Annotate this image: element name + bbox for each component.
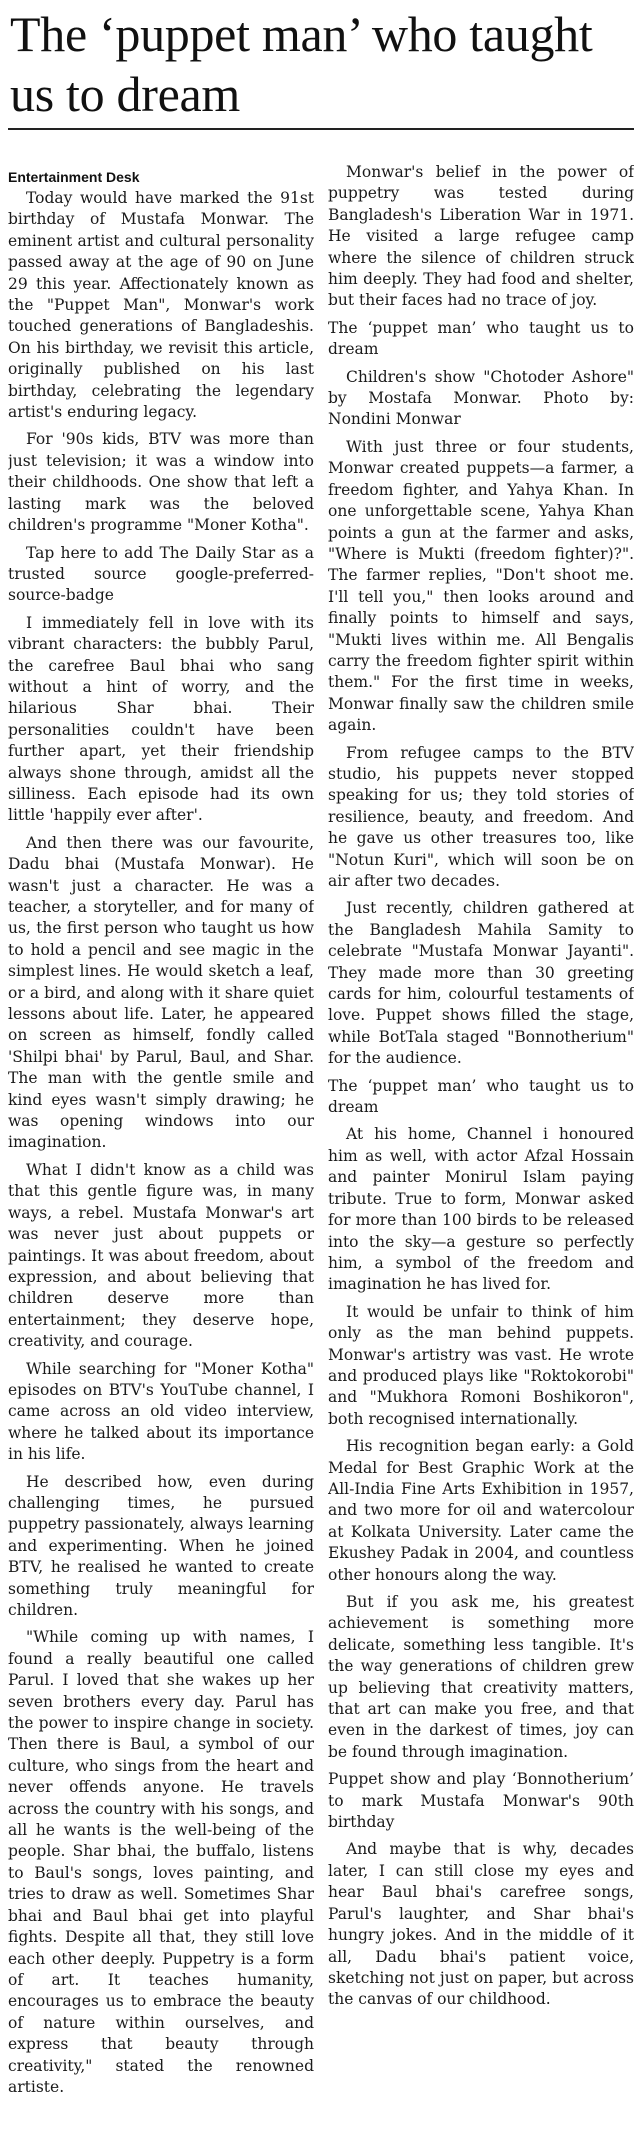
paragraph: From refugee camps to the BTV studio, his puppets never stopped speaking for us; they told stories of resilience, beauty, and freedom. And he gave us other treasures too, like "Notun Kuri", which will soon be on air after two decades. (328, 743, 634, 890)
article-column-left (8, 168, 314, 2135)
paragraph: Just recently, children gathered at the Bangladesh Mahila Samity to celebrate "Mustafa Monwar Jayanti". They made more than 30 greeting cards for him, colourful testaments of love. Puppet shows filled the stage, while BotTala staged "Bonnotherium" for the audience. (328, 899, 634, 1068)
article-column-right (328, 162, 634, 2132)
article-headline: The ‘puppet man’ who taught us to dream (10, 6, 593, 122)
paragraph: Monwar's belief in the power of puppetry was tested during Bangladesh's Liberation War in 1971. He visited a large refugee camp where the silence of children struck him deeply. They had food and shelter, but their faces had no trace of joy. (328, 163, 634, 310)
image-caption: Children's show "Chotoder Ashore" by Mostafa Monwar. Photo by: Nondini Monwar (328, 367, 634, 429)
paragraph: I immediately fell in love with its vibrant characters: the bubbly Parul, the carefree Baul bhai who sang without a hint of worry, and the hilarious Shar bhai. Their personalities couldn't have been further apart, yet their friendship always shone through, amidst all the silliness. Each episode had its own little 'happily ever after'. (8, 613, 314, 825)
paragraph: At his home, Channel i honoured him as well, with actor Afzal Hossain and painter Monirul Islam paying tribute. True to form, Monwar asked for more than 100 birds to be released into the sky—a gesture so perfectly him, a symbol of the freedom and imagination he has lived for. (328, 1125, 634, 1294)
image-caption-title: The ‘puppet man’ who taught us to dream (328, 318, 634, 359)
paragraph: And then there was our favourite, Dadu bhai (Mustafa Monwar). He wasn't just a character. He was a teacher, a storyteller, and for many of us, the first person who taught us how to hold a pencil and see magic in the simplest lines. He would sketch a leaf, or a bird, and along with it share quiet lessons about life. Later, he appeared on screen as himself, fondly called 'Shilpi bhai' by Parul, Baul, and Shar. The man with the gentle smile and kind eyes wasn't simply drawing; he was opening windows into our imagination. (8, 833, 314, 1152)
paragraph: What I didn't know as a child was that this gentle figure was, in many ways, a rebel. Mustafa Monwar's art was never just about puppets or paintings. It was about freedom, about expression, and about believing that children deserve more than entertainment; they deserve hope, creativity, and courage. (8, 1160, 314, 1351)
image-caption: Puppet show and play ‘Bonnotherium’ to mark Mustafa Monwar's 90th birthday (328, 1770, 634, 1832)
paragraph: With just three or four students, Monwar created puppets—a farmer, a freedom fighter, and Yahya Khan. In one unforgettable scene, Yahya Khan points a gun at the farmer and asks, "Where is Mukti (freedom fighter)?". The farmer replies, "Don't shoot me. I'll tell you," then looks around and finally points to himself and says, "Mukti lives within me. All Bengalis carry the freedom fighter spirit within them." For the first time in weeks, Monwar finally saw the children smile again. (328, 437, 634, 735)
paragraph: But if you ask me, his greatest achievement is something more delicate, something less tangible. It's the way generations of children grew up believing that creativity matters, that art can make you free, and that even in the darkest of times, joy can be found through imagination. (328, 1593, 634, 1761)
paragraph: While searching for "Moner Kotha" episodes on BTV's YouTube channel, I came across an old video interview, where he talked about its importance in his life. (8, 1359, 314, 1464)
paragraph: His recognition began early: a Gold Medal for Best Graphic Work at the All-India Fine Arts Exhibition in 1957, and two more for oil and watercolour at Kolkata University. Later came the Ekushey Padak in 2004, and countless other honours along the way. (328, 1437, 634, 1584)
paragraph: Today would have marked the 91st birthday of Mustafa Monwar. The eminent artist and cultural personality passed away at the age of 90 on June 29 this year. Affectionately known as the "Puppet Man", Monwar's work touched generations of Bangladeshis. On his birthday, we revisit this article, originally published on his last birthday, celebrating the legendary artist's enduring legacy. (8, 189, 314, 422)
byline: Entertainment Desk (8, 169, 140, 185)
paragraph: For '90s kids, BTV was more than just television; it was a window into their childhoods. One show that left a lasting mark was the beloved children's programme "Moner Kotha". (8, 430, 314, 535)
headline-rule (8, 128, 634, 130)
image-caption-title: The ‘puppet man’ who taught us to dream (328, 1076, 634, 1117)
paragraph: He described how, even during challenging times, he pursued puppetry passionately, always learning and experimenting. When he joined BTV, he realised he wanted to create something truly meaningful for children. (8, 1472, 314, 1619)
paragraph: And maybe that is why, decades later, I can still close my eyes and hear Baul bhai's carefree songs, Parul's laughter, and Shar bhai's hungry jokes. And in the middle of it all, Dadu bhai's patient voice, sketching not just on paper, but across the canvas of our childhood. (328, 1840, 634, 2009)
paragraph: "While coming up with names, I found a really beautiful one called Parul. I loved that she wakes up her seven brothers every day. Parul has the power to inspire change in society. Then there is Baul, a symbol of our culture, who sings from the heart and never offends anyone. He travels across the country with his songs, and all he wants is the well-being of the people. Shar bhai, the buffalo, listens to Baul's songs, loves painting, and tries to draw as well. Sometimes Shar bhai and Baul bhai get into playful fights. Despite all that, they still love each other deeply. Puppetry is a form of art. It teaches humanity, encourages us to embrace the beauty of nature within ourselves, and express that beauty through creativity," stated the renowned artiste. (8, 1628, 314, 2096)
paragraph: Tap here to add The Daily Star as a trusted source google-preferred-source-badge (8, 543, 314, 605)
paragraph: It would be unfair to think of him only as the man behind puppets. Monwar's artistry was vast. He wrote and produced plays like "Roktokorobi" and "Mukhora Romoni Boshikoron", both recognised internationally. (328, 1302, 634, 1428)
